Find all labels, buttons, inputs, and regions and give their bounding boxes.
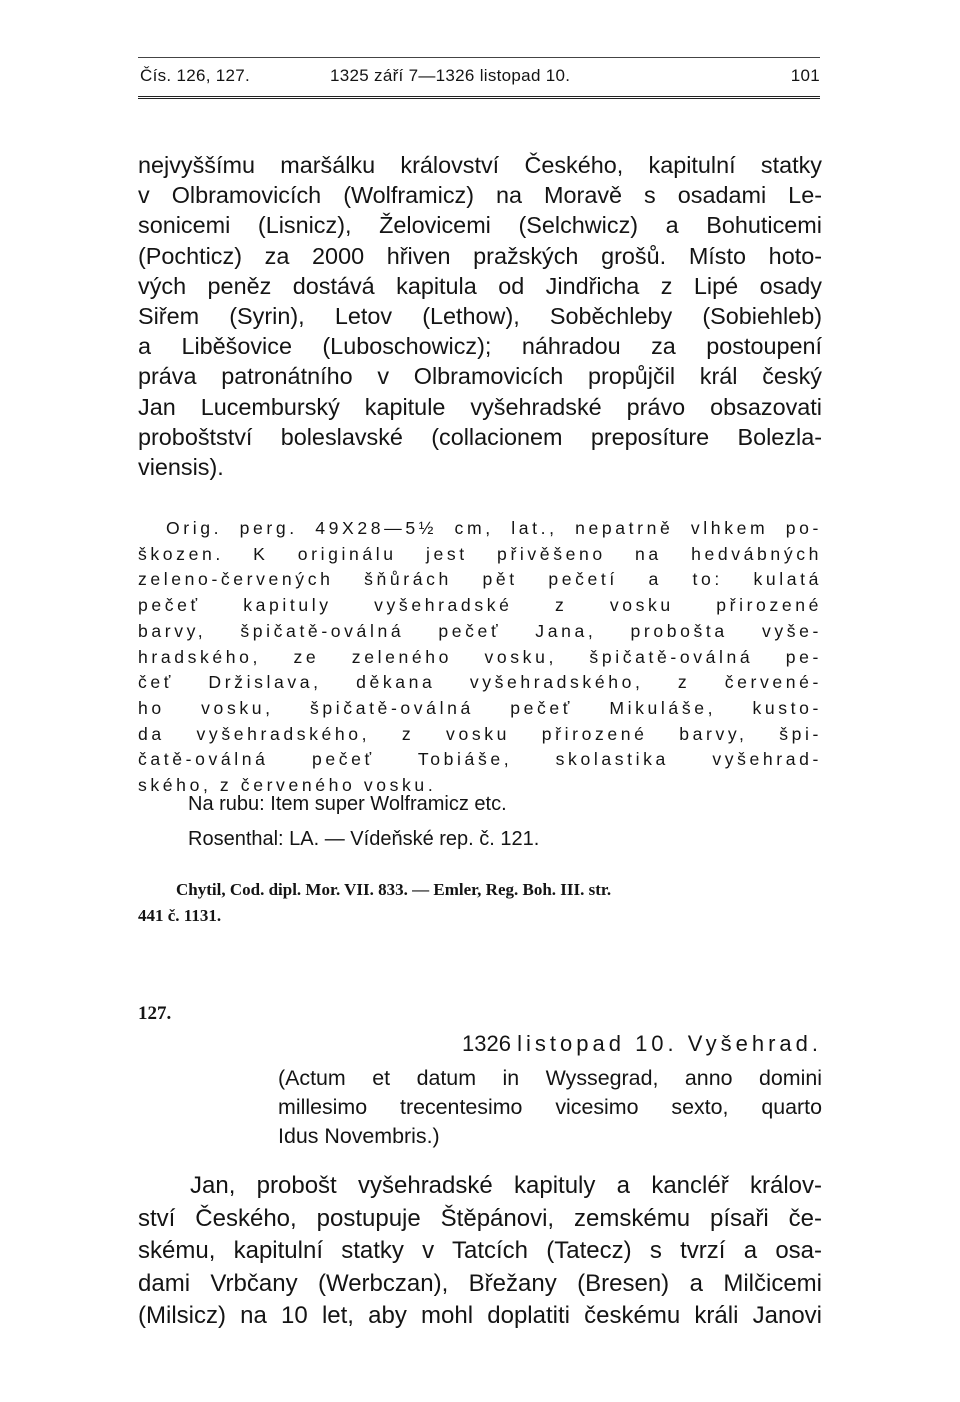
- bibliography: [138, 877, 822, 929]
- original-description-note: [138, 516, 822, 799]
- latin-line: (Actum et datum in Wyssegrad, anno domini: [278, 1066, 822, 1090]
- text-line: Jan, probošt vyšehradské kapituly a kancléř králov-: [190, 1172, 822, 1199]
- text-line: skému, kapitulní statky v Tatcích (Tatecz) s tvrzí a osa-: [138, 1237, 822, 1264]
- note-line: barvy, špičatě-oválná pečeť Jana, probošta vyše-: [138, 620, 822, 641]
- text-line: proboštství boleslavské (collacionem preposíture Bolezla-: [138, 423, 822, 450]
- dateline-date-place: listopad 10. Vyšehrad.: [517, 1031, 822, 1056]
- text-line: sonicemi (Lisnicz), Želovicemi (Selchwicz) a Bohuticemi: [138, 212, 822, 239]
- latin-line: Idus Novembris.): [278, 1124, 440, 1148]
- document-number: 127.: [138, 1003, 172, 1024]
- text-line: dami Vrbčany (Werbczan), Břežany (Bresen) a Milčicemi: [138, 1269, 822, 1297]
- header-rule-top: [138, 57, 820, 58]
- bibliography-line: Chytil, Cod. dipl. Mor. VII. 833. — Emler, Reg. Boh. III. str.: [176, 880, 612, 899]
- note-line: ho vosku, špičatě-oválná pečeť Mikuláše, kusto-: [138, 697, 822, 718]
- text-line: Jan Lucemburský kapitule vyšehradské právo obsazovati: [138, 393, 822, 420]
- header-date-range: 1325 září 7—1326 listopad 10.: [330, 66, 571, 85]
- note-line: da vyšehradského, z vosku přirozené barvy, špi-: [138, 723, 822, 744]
- latin-dating-clause: [278, 1064, 822, 1151]
- text-line: práva patronátního v Olbramovicích propůjčil král český: [138, 363, 822, 390]
- note-line: ského, z červeného vosku.: [138, 775, 437, 796]
- header-rule-double: [138, 96, 820, 101]
- text-line: (Pochticz) za 2000 hřiven pražských grošů. Místo hoto-: [138, 242, 822, 269]
- latin-line: millesimo trecentesimo vicesimo sexto, quarto: [278, 1095, 822, 1119]
- page-number: 101: [790, 66, 820, 85]
- running-header: [138, 66, 820, 92]
- text-line: viensis).: [138, 454, 224, 481]
- dateline-year: 1326: [462, 1031, 511, 1056]
- note-line: čeť Držislava, děkana vyšehradského, z červené-: [138, 672, 822, 693]
- text-line: v Olbramovicích (Wolframicz) na Moravě s osadami Le-: [138, 182, 822, 209]
- document-dateline: [462, 1031, 822, 1057]
- text-line: vých peněz dostává kapitula od Jindřicha z Lipé osady: [138, 272, 822, 299]
- rosenthal-note: Rosenthal: LA. — Vídeňské rep. č. 121.: [188, 828, 540, 850]
- note-line: hradského, ze zeleného vosku, špičatě-oválná pe-: [138, 646, 822, 667]
- note-line: zeleno-červených šňůrách pět pečetí a to: kulatá: [138, 569, 822, 590]
- verso-note: Na rubu: Item super Wolframicz etc.: [188, 793, 507, 815]
- note-line: Orig. perg. 49X28—5½ cm, lat., nepatrně vlhkem po-: [166, 518, 822, 538]
- bibliography-line: 441 č. 1131.: [138, 906, 222, 925]
- regest-paragraph-126: [138, 150, 822, 482]
- text-line: ství Českého, postupuje Štěpánovi, zemskému písaři če-: [138, 1204, 822, 1232]
- text-line: nejvyššímu maršálku království Českého, kapitulní statky: [138, 152, 822, 178]
- header-document-numbers: Čís. 126, 127.: [140, 66, 251, 85]
- text-line: (Milsicz) na 10 let, aby mohl doplatiti českému králi Janovi: [138, 1302, 822, 1329]
- note-line: čatě-oválná pečeť Tobiáše, skolastika vyšehrad-: [138, 749, 822, 770]
- regest-paragraph-127: [138, 1170, 822, 1333]
- text-line: Siřem (Syrin), Letov (Lethow), Soběchleby (Sobiehleb): [138, 303, 822, 330]
- text-line: a Liběšovice (Luboschowicz); náhradou za postoupení: [138, 333, 822, 360]
- note-line: pečeť kapituly vyšehradské z vosku přirozené: [138, 595, 822, 616]
- note-line: škozen. K originálu jest přivěšeno na hedvábných: [138, 543, 822, 564]
